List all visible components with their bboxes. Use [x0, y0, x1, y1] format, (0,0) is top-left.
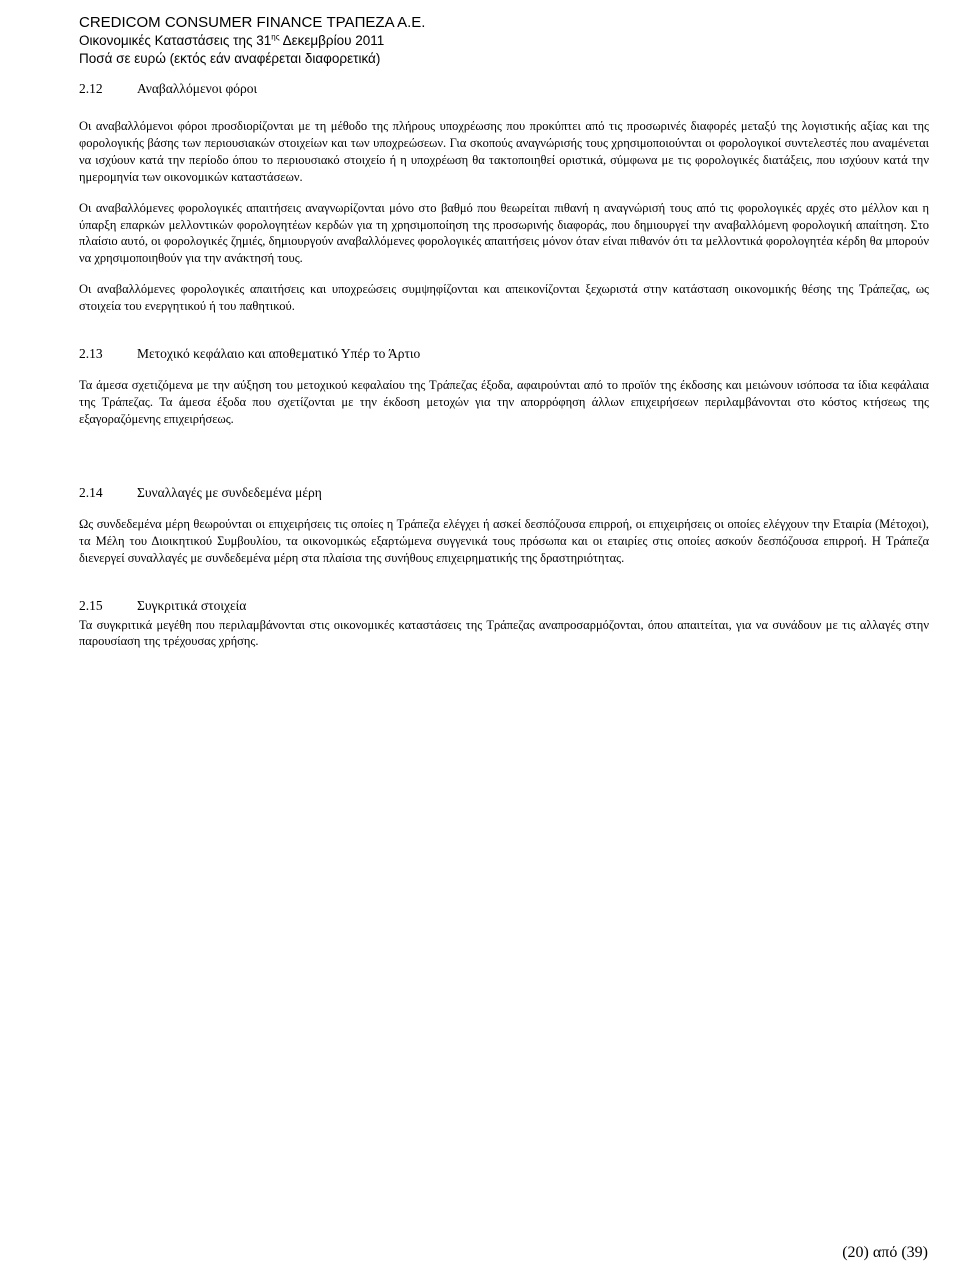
section-title: Αναβαλλόμενοι φόροι: [137, 81, 258, 96]
section-2-14: [79, 484, 929, 567]
currency-note: Ποσά σε ευρώ (εκτός εάν αναφέρεται διαφορετικά): [79, 50, 381, 66]
paragraph: Τα συγκριτικά μεγέθη που περιλαμβάνονται στις οικονομικές καταστάσεις της Τράπεζας αναπροσαρμόζονται, όπου απαιτείται, για να συνάδουν με τις αλλαγές στην παρουσίαση της τρέχουσας χρήσης.: [79, 617, 929, 649]
section-heading: [79, 597, 929, 615]
company-name: CREDICOM CONSUMER FINANCE ΤΡΑΠΕΖΑ Α.Ε.: [79, 14, 426, 31]
section-2-12: [79, 80, 929, 315]
statements-date: [79, 32, 879, 50]
section-2-15: [79, 597, 929, 651]
page-total: (39): [901, 1244, 928, 1261]
page-header: [79, 14, 879, 67]
section-title: Μετοχικό κεφάλαιο και αποθεματικό Υπέρ το Άρτιο: [137, 346, 421, 362]
section-number: 2.13: [79, 346, 103, 362]
section-number: 2.12: [79, 81, 103, 96]
section-heading: [79, 345, 929, 363]
statements-sup: ης: [271, 32, 280, 42]
statements-prefix: Οικονομικές Καταστάσεις της 31: [79, 33, 272, 48]
section-title: Συναλλαγές με συνδεδεμένα μέρη: [137, 484, 322, 500]
statements-suffix: Δεκεμβρίου 2011: [279, 33, 385, 48]
page-separator: από: [872, 1244, 898, 1261]
section-number: 2.15: [79, 597, 103, 613]
section-heading: [79, 484, 929, 502]
paragraph: Ως συνδεδεμένα μέρη θεωρούνται οι επιχειρήσεις τις οποίες η Τράπεζα ελέγχει ή ασκεί δεσπόζουσα επιρροή, οι επιχειρήσεις οι οποίες ελέγχουν την Εταιρία (Μέτοχοι), τα Μέλη του Διοικητικού Συμβουλίου, τα οικονομικώς εξαρτώμενα συγγενικά τους πρόσωπα και οι εταιρίες στις οποίες ασκούν δεσπόζουσα επιρροή. Η Τράπεζα διενεργεί συναλλαγές με συνδεδεμένα μέρη στα πλαίσια της συνήθους επιχειρηματικής της δραστηριότητας.: [79, 516, 929, 565]
section-heading: [79, 80, 929, 98]
paragraph: Οι αναβαλλόμενες φορολογικές απαιτήσεις και υποχρεώσεις συμψηφίζονται και απεικονίζονται ξεχωριστά στην κατάσταση οικονομικής θέσης της Τράπεζας, ως στοιχεία του ενεργητικού ή του παθητικού.: [79, 282, 929, 314]
paragraph: Τα άμεσα σχετιζόμενα με την αύξηση του μετοχικού κεφαλαίου της Τράπεζας έξοδα, αφαιρούνται από το προϊόν της έκδοσης και μειώνουν ισόποσα τα ίδια κεφάλαια της Τράπεζας. Τα άμεσα έξοδα που σχετίζονται με την έκδοση μετοχών για την απορρόφηση άλλων επιχειρήσεων περιλαμβάνονται στο κόστος κτήσεως της εξαγοραζόμενης επιχειρήσεως.: [79, 378, 929, 426]
page-current: (20): [842, 1244, 869, 1261]
document-body: [79, 80, 929, 650]
paragraph: Οι αναβαλλόμενοι φόροι προσδιορίζονται με τη μέθοδο της πλήρους υποχρέωσης που προκύπτει από τις προσωρινές διαφορές μεταξύ της λογιστικής αξίας και της φορολογικής βάσης των περιουσιακών στοιχείων και των υποχρεώσεων. Για σκοπούς αναγνώρισής τους χρησιμοποιούνται οι φορολογικοί συντελεστές που αναμένεται να ισχύουν κατά την περίοδο όπου το περιουσιακό στοιχείο ή η υποχρέωση θα τακτοποιηθεί οριστικά, σύμφωνα με τις φορολογικές διατάξεις, που ισχύουν κατά την ημερομηνία των οικονομικών καταστάσεων.: [79, 119, 929, 184]
section-title: Συγκριτικά στοιχεία: [137, 597, 247, 613]
section-number: 2.14: [79, 484, 103, 500]
section-2-13: [79, 345, 929, 428]
paragraph: Οι αναβαλλόμενες φορολογικές απαιτήσεις αναγνωρίζονται μόνο στο βαθμό που θεωρείται πιθανή η αναγνώρισή τους από τις φορολογικές αρχές στο μέλλον και η ύπαρξη επαρκών μελλοντικών φορολογητέων κερδών για τη χρησιμοποίηση της προσωρινής διαφοράς, που δημιουργεί την αναβαλλόμενη φορολογική απαίτηση. Στο πλαίσιο αυτό, οι φορολογικές ζημιές, δημιουργούν αναβαλλόμενες φορολογικές απαιτήσεις μόνον όταν είναι πιθανόν ότι τα μελλοντικά φορολογητέα κέρδη θα μπορούν να χρησιμοποιηθούν για την ανάκτησή τους.: [79, 200, 929, 266]
page-number: [842, 1244, 928, 1262]
